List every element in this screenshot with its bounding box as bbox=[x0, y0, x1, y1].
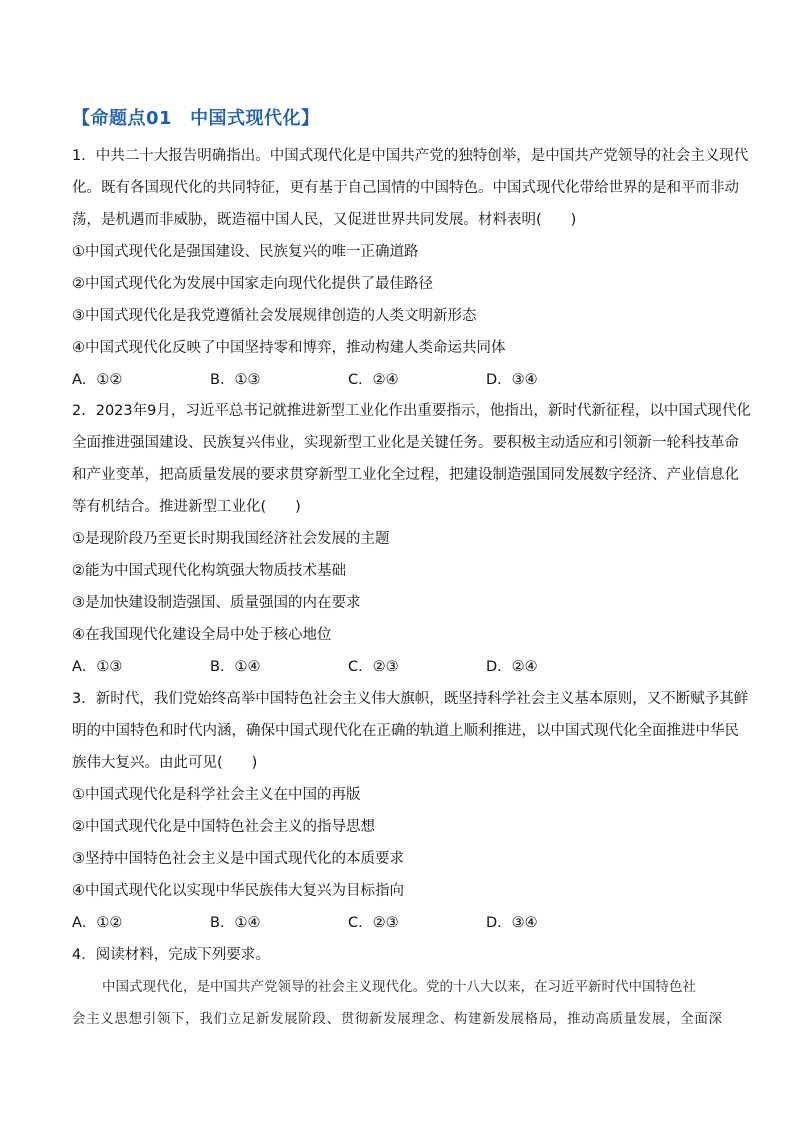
q2-stem-line-3: 和产业变革，把高质量发展的要求贯穿新型工业化全过程，把建设制造强国同发展数字经济、产业信息化 bbox=[72, 467, 739, 483]
q2-stem-line-2: 全面推进强国建设、民族复兴伟业，实现新型工业化是关键任务。要积极主动适应和引领新一轮科技革命 bbox=[72, 435, 739, 451]
q4-material-line-1: 中国式现代化，是中国共产党领导的社会主义现代化。党的十八大以来，在习近平新时代中国特色社 bbox=[102, 979, 696, 995]
section-title-suffix: 中国式现代化】 bbox=[190, 108, 320, 129]
q1-option-a[interactable]: A．①② bbox=[72, 372, 123, 388]
q2-statement-3: ③是加快建设制造强国、质量强国的内在要求 bbox=[72, 595, 361, 611]
q1-statement-2: ②中国式现代化为发展中国家走向现代化提供了最佳路径 bbox=[72, 276, 433, 292]
q3-stem-line-3: 族伟大复兴。由此可见( ) bbox=[72, 755, 258, 771]
q1-stem-line-2: 化。既有各国现代化的共同特征，更有基于自己国情的中国特色。中国式现代化带给世界的是和平而非动 bbox=[72, 180, 739, 196]
q1-stem-line-3: 荡，是机遇而非威胁，既造福中国人民，又促进世界共同发展。材料表明( ) bbox=[72, 212, 577, 228]
q3-option-a[interactable]: A．①② bbox=[72, 915, 123, 931]
section-title bbox=[72, 104, 320, 130]
q2-stem-line-1: 2．2023年9月，习近平总书记就推进新型工业化作出重要指示，他指出，新时代新征程，以中国式现代化 bbox=[72, 403, 751, 419]
q2-statement-1: ①是现阶段乃至更长时期我国经济社会发展的主题 bbox=[72, 531, 390, 547]
q3-option-b[interactable]: B．①④ bbox=[210, 915, 261, 931]
q2-statement-4: ④在我国现代化建设全局中处于核心地位 bbox=[72, 627, 332, 643]
q2-option-d[interactable]: D．②④ bbox=[486, 659, 538, 675]
q3-options bbox=[72, 913, 632, 933]
q2-statement-2: ②能为中国式现代化构筑强大物质技术基础 bbox=[72, 563, 346, 579]
q3-statement-3: ③坚持中国特色社会主义是中国式现代化的本质要求 bbox=[72, 851, 404, 867]
q1-option-d[interactable]: D．③④ bbox=[486, 372, 538, 388]
q1-option-c[interactable]: C．②④ bbox=[348, 372, 399, 388]
q1-statement-1: ①中国式现代化是强国建设、民族复兴的唯一正确道路 bbox=[72, 244, 419, 260]
q2-stem-line-4: 等有机结合。推进新型工业化( ) bbox=[72, 499, 301, 515]
q2-option-a[interactable]: A．①③ bbox=[72, 659, 123, 675]
q3-statement-1: ①中国式现代化是科学社会主义在中国的再版 bbox=[72, 787, 361, 803]
section-title-prefix: 【命题点01 bbox=[72, 108, 173, 129]
q4-material-line-2: 会主义思想引领下，我们立足新发展阶段、贯彻新发展理念、构建新发展格局，推动高质量发展，全面深 bbox=[72, 1011, 722, 1027]
q2-options bbox=[72, 657, 632, 677]
q3-option-c[interactable]: C．②③ bbox=[348, 915, 399, 931]
q1-option-b[interactable]: B．①③ bbox=[210, 372, 261, 388]
q3-statement-4: ④中国式现代化以实现中华民族伟大复兴为目标指向 bbox=[72, 883, 404, 899]
q1-statement-4: ④中国式现代化反映了中国坚持零和博弈，推动构建人类命运共同体 bbox=[72, 340, 506, 356]
q3-statement-2: ②中国式现代化是中国特色社会主义的指导思想 bbox=[72, 819, 375, 835]
q2-option-c[interactable]: C．②③ bbox=[348, 659, 399, 675]
q3-stem-line-2: 明的中国特色和时代内涵，确保中国式现代化在正确的轨道上顺利推进，以中国式现代化全面推进中华民 bbox=[72, 723, 739, 739]
q1-stem-line-1: 1．中共二十大报告明确指出。中国式现代化是中国共产党的独特创举，是中国共产党领导的社会主义现代 bbox=[72, 148, 749, 164]
q1-options bbox=[72, 370, 632, 390]
q3-option-d[interactable]: D．③④ bbox=[486, 915, 538, 931]
q1-statement-3: ③中国式现代化是我党遵循社会发展规律创造的人类文明新形态 bbox=[72, 308, 477, 324]
q2-option-b[interactable]: B．①④ bbox=[210, 659, 261, 675]
q3-stem-line-1: 3．新时代，我们党始终高举中国特色社会主义伟大旗帜，既坚持科学社会主义基本原则，又不断赋予其鲜 bbox=[72, 691, 749, 707]
q4-prompt: 4．阅读材料，完成下列要求。 bbox=[72, 947, 270, 963]
